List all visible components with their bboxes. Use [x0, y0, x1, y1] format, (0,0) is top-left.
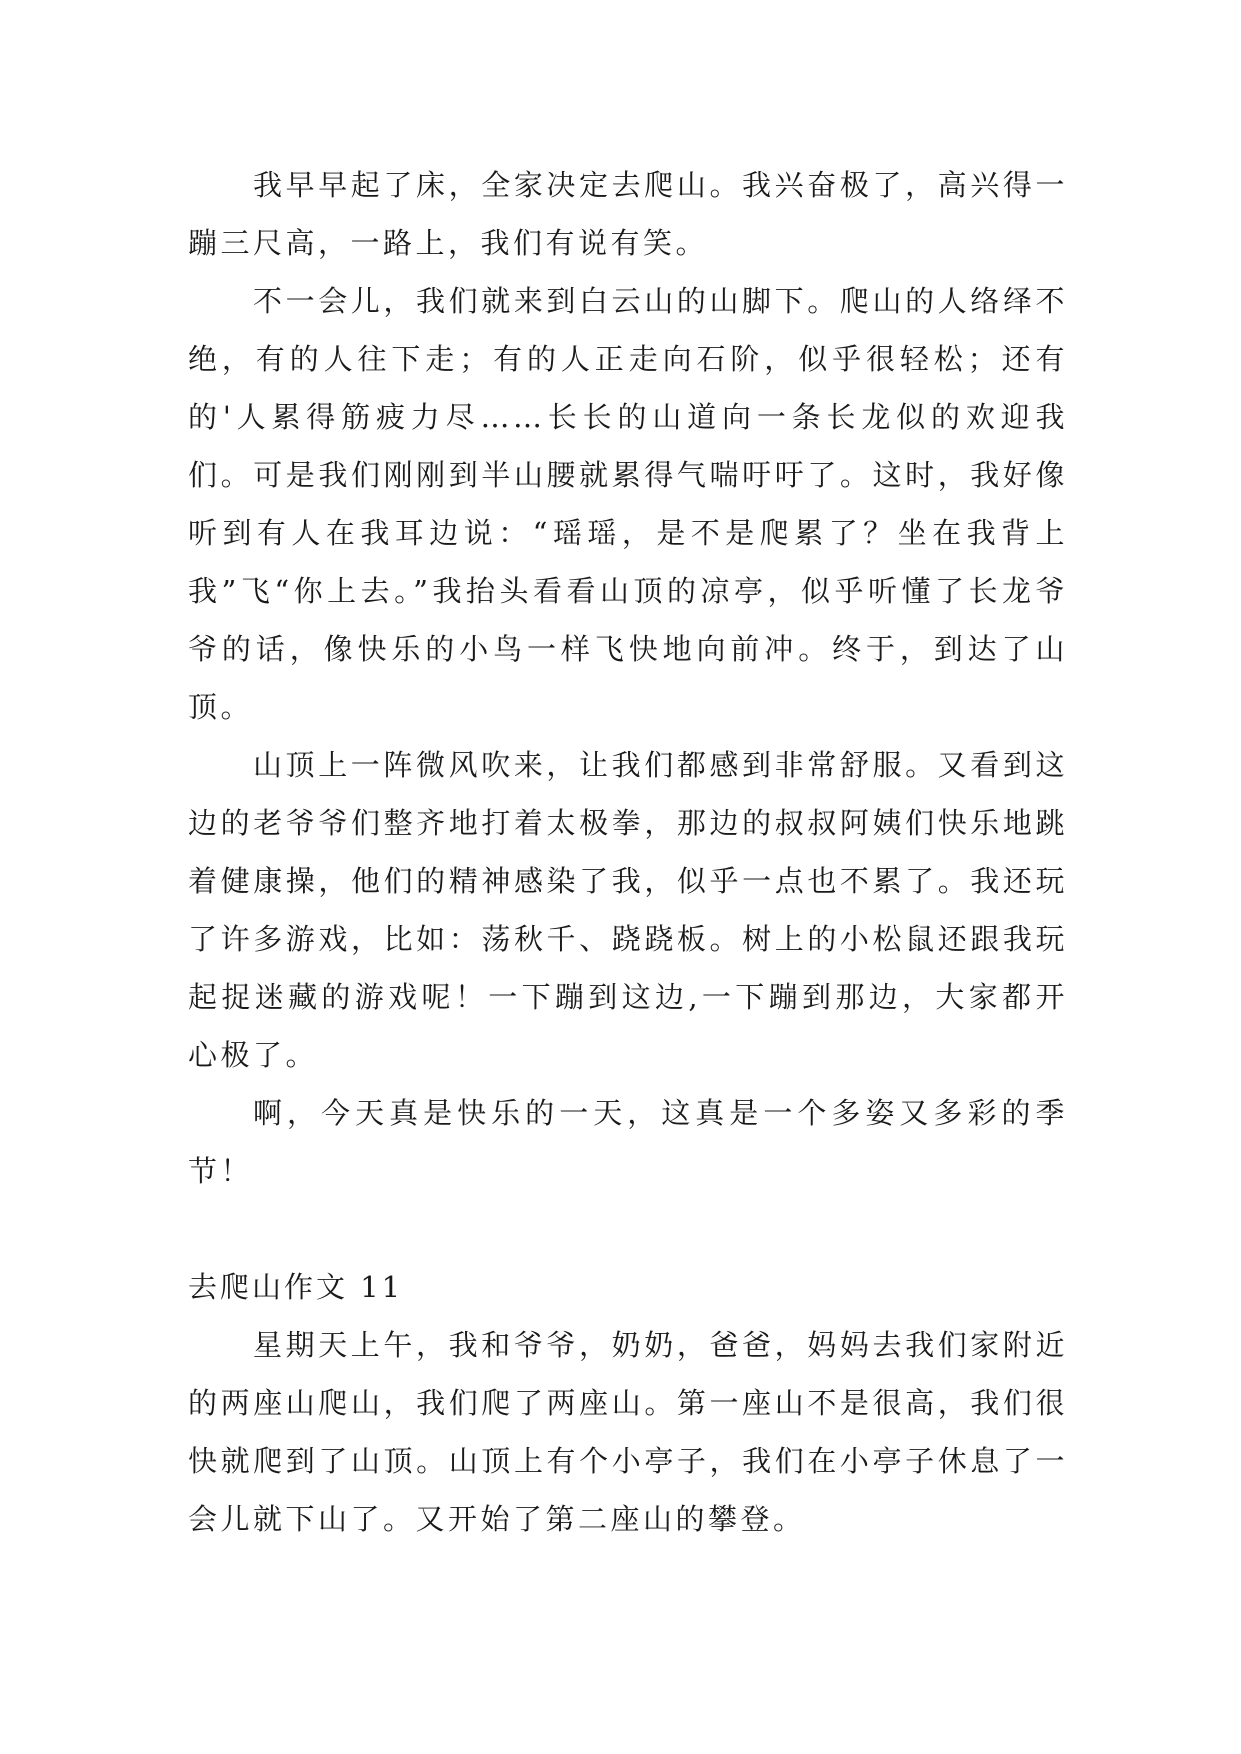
- paragraph-4: 啊，今天真是快乐的一天，这真是一个多姿又多彩的季节！: [188, 1096, 1068, 1188]
- section-spacer: [188, 1200, 1068, 1258]
- paragraph-5: 星期天上午，我和爷爷，奶奶，爸爸，妈妈去我们家附近的两座山爬山，我们爬了两座山。第一座山不是很高，我们很快就爬到了山顶。山顶上有个小亭子，我们在小亭子休息了一会儿就下山了。又开始了第二座山的攀登。: [188, 1328, 1068, 1536]
- paragraph-1: 我早早起了床，全家决定去爬山。我兴奋极了，高兴得一蹦三尺高，一路上，我们有说有笑。: [188, 168, 1068, 260]
- paragraph-2: 不一会儿，我们就来到白云山的山脚下。爬山的人络绎不绝，有的人往下走；有的人正走向石阶，似乎很轻松；还有的'人累得筋疲力尽……长长的山道向一条长龙似的欢迎我们。可是我们刚刚到半山腰就累得气喘吁吁了。这时，我好像听到有人在我耳边说：“瑶瑶，是不是爬累了？坐在我背上我”飞“你上去。”我抬头看看山顶的凉亭，似乎听懂了长龙爷爷的话，像快乐的小鸟一样飞快地向前冲。终于，到达了山顶。: [188, 284, 1068, 724]
- document-page: [188, 156, 1068, 1548]
- paragraph-3: 山顶上一阵微风吹来，让我们都感到非常舒服。又看到这边的老爷爷们整齐地打着太极拳，那边的叔叔阿姨们快乐地跳着健康操，他们的精神感染了我，似乎一点也不累了。我还玩了许多游戏，比如：荡秋千、跷跷板。树上的小松鼠还跟我玩起捉迷藏的游戏呢！一下蹦到这边,一下蹦到那边，大家都开心极了。: [188, 748, 1068, 1072]
- section-heading: 去爬山作文 11: [188, 1270, 404, 1304]
